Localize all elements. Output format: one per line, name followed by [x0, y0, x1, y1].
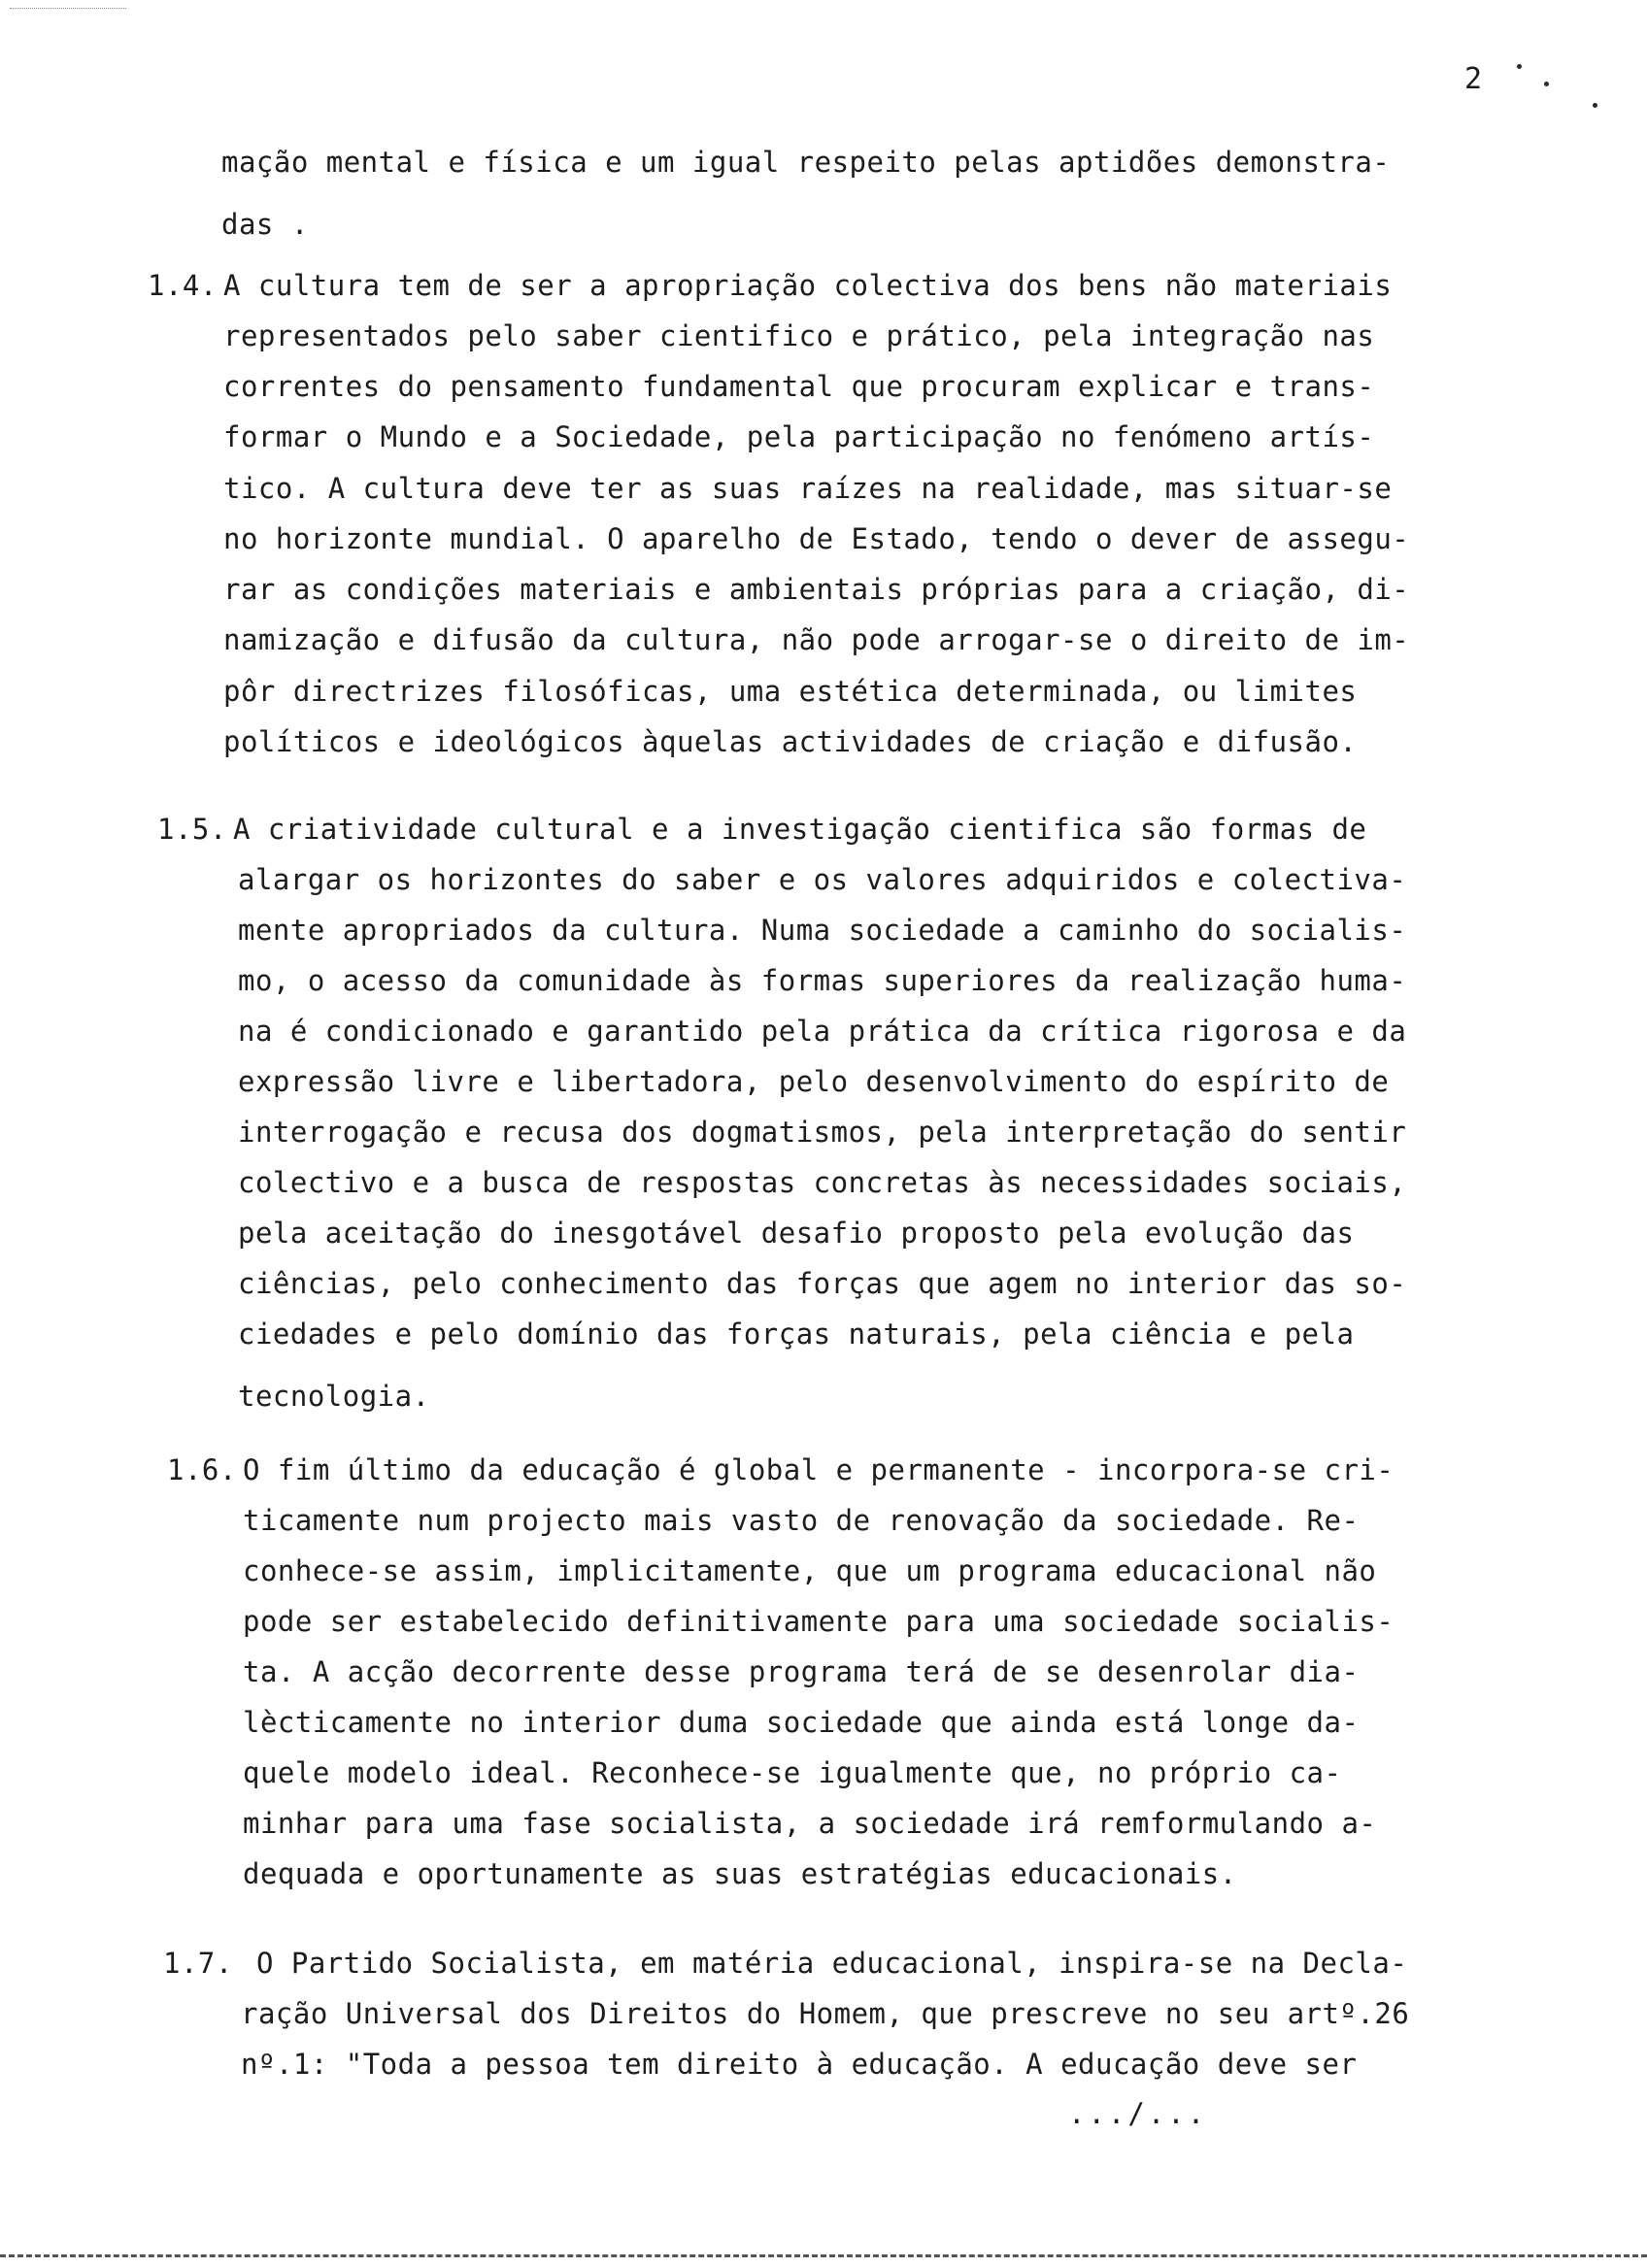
scan-artifact: [10, 8, 126, 9]
text-line: rar as condições materiais e ambientais próprias para a criação, di-: [223, 573, 1410, 606]
text-line: formar o Mundo e a Sociedade, pela participação no fenómeno artís-: [223, 420, 1375, 453]
text-line: namização e difusão da cultura, não pode arrogar-se o direito de im-: [223, 623, 1410, 656]
text-line: pode ser estabelecido definitivamente para uma sociedade socialis-: [243, 1605, 1395, 1638]
text-line: mação mental e física e um igual respeito pelas aptidões demonstra-: [221, 146, 1391, 179]
text-line: no horizonte mundial. O aparelho de Estado, tendo o dever de assegu-: [223, 522, 1410, 555]
section-number: 1.7.: [163, 1947, 233, 1980]
text-line: representados pelo saber cientifico e prático, pela integração nas: [223, 319, 1375, 352]
text-line: O Partido Socialista, em matéria educacional, inspira-se na Decla-: [239, 1947, 1408, 1980]
scan-edge-rule: [0, 2254, 1647, 2257]
continuation-marker: .../...: [1068, 2097, 1208, 2130]
scan-mark: [1544, 82, 1549, 86]
text-line: ração Universal dos Direitos do Homem, que prescreve no seu artº.26: [241, 1997, 1410, 2030]
text-line: ta. A acção decorrente desse programa terá de se desenrolar dia-: [243, 1655, 1360, 1688]
text-line: mente apropriados da cultura. Numa sociedade a caminho do socialis-: [238, 914, 1407, 947]
text-line: ticamente num projecto mais vasto de renovação da sociedade. Re-: [243, 1504, 1360, 1537]
section-number: 1.5.: [157, 813, 227, 846]
text-line: minhar para uma fase socialista, a sociedade irá remformulando a-: [243, 1807, 1377, 1840]
text-line: correntes do pensamento fundamental que procuram explicar e trans-: [223, 370, 1375, 403]
text-line: dequada e oportunamente as suas estratégias educacionais.: [243, 1857, 1237, 1890]
text-line: pela aceitação do inesgotável desafio proposto pela evolução das: [238, 1217, 1355, 1250]
text-line: na é condicionado e garantido pela prática da crítica rigorosa e da: [238, 1015, 1407, 1048]
text-line: mo, o acesso da comunidade às formas superiores da realização huma-: [238, 964, 1407, 997]
text-line: ciedades e pelo domínio das forças naturais, pela ciência e pela: [238, 1317, 1355, 1351]
section-number: 1.4.: [148, 269, 218, 302]
page-number: 2: [1464, 62, 1484, 96]
scan-mark: [1517, 64, 1522, 69]
text-line: O fim último da educação é global e permanente - incorpora-se cri-: [243, 1453, 1395, 1486]
text-line: A criatividade cultural e a investigação cientifica são formas de: [233, 813, 1367, 846]
text-line: políticos e ideológicos àquelas actividades de criação e difusão.: [223, 725, 1358, 758]
section-number: 1.6.: [167, 1453, 237, 1486]
text-line: quele modelo ideal. Reconhece-se igualmente que, no próprio ca-: [243, 1756, 1342, 1789]
text-line: lècticamente no interior duma sociedade que ainda está longe da-: [243, 1706, 1360, 1739]
text-line: tecnologia.: [238, 1380, 430, 1413]
text-line: colectivo e a busca de respostas concretas às necessidades sociais,: [238, 1166, 1407, 1199]
text-line: expressão livre e libertadora, pelo desenvolvimento do espírito de: [238, 1065, 1390, 1098]
text-line: tico. A cultura deve ter as suas raízes na realidade, mas situar-se: [223, 472, 1393, 505]
text-line: das .: [221, 208, 309, 241]
text-line: interrogação e recusa dos dogmatismos, pela interpretação do sentir: [238, 1116, 1407, 1149]
text-line: pôr directrizes filosóficas, uma estética determinada, ou limites: [223, 675, 1358, 708]
text-line: conhece-se assim, implicitamente, que um programa educacional não: [243, 1554, 1377, 1587]
text-line: ciências, pelo conhecimento das forças que agem no interior das so-: [238, 1267, 1407, 1300]
text-line: A cultura tem de ser a apropriação colectiva dos bens não materiais: [223, 269, 1393, 302]
scan-mark: [1593, 103, 1597, 108]
text-line: nº.1: "Toda a pessoa tem direito à educação. A educação deve ser: [241, 2048, 1358, 2081]
text-line: alargar os horizontes do saber e os valores adquiridos e colectiva-: [238, 863, 1407, 896]
